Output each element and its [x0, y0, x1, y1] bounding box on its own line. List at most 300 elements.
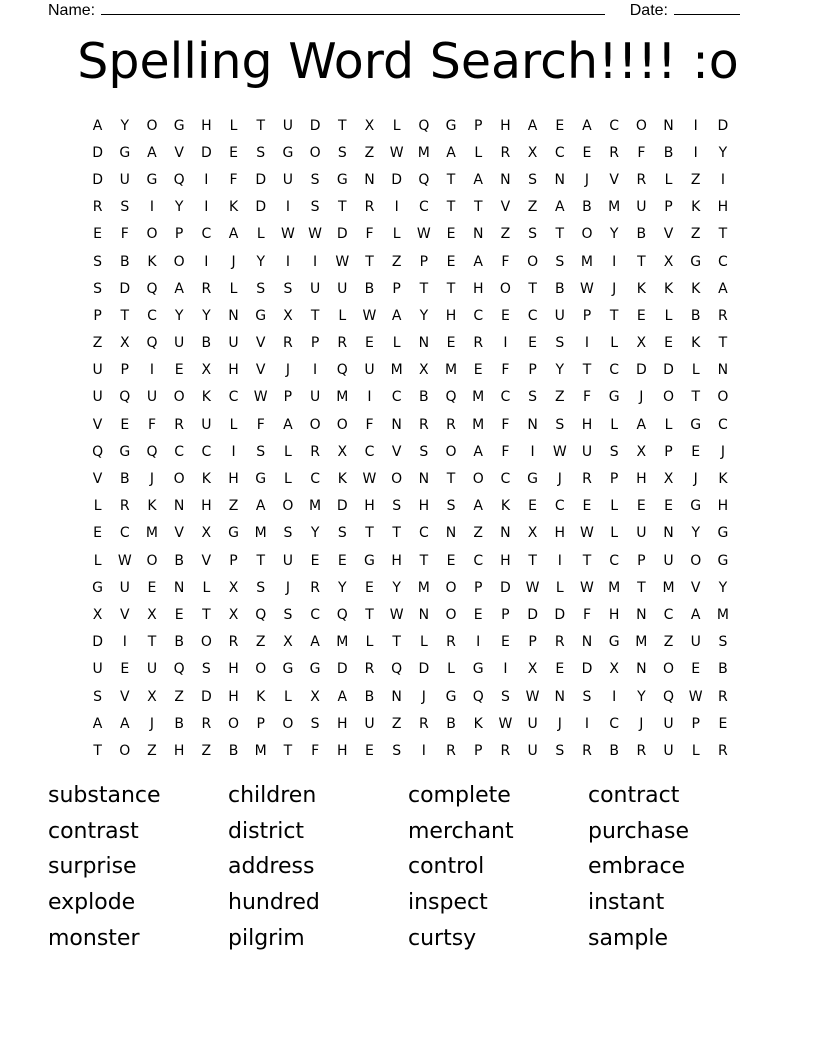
grid-letter: L [93, 498, 102, 515]
grid-letter: Y [256, 253, 265, 270]
grid-letter: K [473, 715, 483, 732]
grid-letter: J [639, 715, 644, 732]
grid-letter: C [609, 117, 620, 134]
grid-letter: E [93, 226, 103, 243]
grid-letter: P [256, 715, 265, 732]
grid-letter: G [717, 525, 729, 542]
grid-letter: N [173, 579, 185, 596]
grid-letter: A [446, 144, 456, 161]
grid-letter: I [394, 199, 399, 216]
grid-letter: T [637, 253, 646, 270]
grid-letter: M [472, 389, 485, 406]
grid-letter: W [280, 226, 295, 243]
grid-letter: W [525, 688, 540, 705]
grid-letter: M [662, 579, 675, 596]
grid-letter: R [446, 416, 456, 433]
grid-letter: P [582, 307, 592, 324]
grid-letter: X [419, 362, 429, 379]
grid-letter: T [283, 742, 293, 759]
grid-letter: M [716, 606, 729, 623]
grid-letter: I [149, 362, 155, 379]
grid-letter: O [282, 715, 294, 732]
grid-letter: L [256, 226, 265, 243]
grid-letter: X [201, 525, 212, 542]
grid-letter: P [637, 552, 646, 569]
grid-letter: C [147, 307, 157, 324]
grid-letter: I [693, 144, 698, 161]
grid-letter: X [337, 443, 348, 460]
grid-letter: L [610, 335, 619, 352]
grid-letter: D [418, 661, 430, 678]
grid-letter: O [663, 661, 675, 678]
grid-letter: P [229, 552, 238, 569]
grid-letter: H [364, 498, 375, 515]
grid-letter: Z [255, 634, 266, 651]
grid-letter: O [717, 389, 729, 406]
grid-letter: E [93, 525, 103, 542]
grid-letter: E [555, 117, 565, 134]
grid-letter: T [446, 471, 456, 488]
grid-letter: B [364, 280, 375, 297]
grid-letter: R [310, 579, 320, 596]
grid-letter: T [120, 307, 130, 324]
grid-letter: P [473, 579, 483, 596]
grid-letter: Q [92, 443, 104, 460]
grid-letter: C [718, 416, 728, 433]
date-blank-line[interactable] [674, 0, 740, 15]
grid-letter: H [228, 471, 239, 488]
grid-letter: Y [392, 579, 401, 596]
grid-letter: P [528, 634, 537, 651]
grid-letter: V [119, 606, 130, 623]
grid-letter: M [309, 498, 322, 515]
grid-letter: D [200, 688, 212, 705]
grid-letter: G [690, 253, 702, 270]
word-list-item: sample [588, 925, 668, 951]
word-list-item: curtsy [408, 925, 477, 951]
grid-letter: S [93, 253, 103, 270]
grid-letter: D [663, 362, 674, 379]
name-field [48, 0, 605, 20]
grid-letter: E [691, 661, 701, 678]
grid-letter: P [473, 742, 483, 759]
grid-letter: A [255, 498, 266, 515]
grid-letter: S [93, 280, 103, 297]
grid-letter: K [147, 498, 157, 515]
word-list-item: explode [48, 890, 136, 916]
grid-letter: O [146, 552, 158, 569]
grid-letter: J [231, 253, 236, 270]
grid-letter: B [174, 715, 184, 732]
grid-letter: R [418, 416, 429, 433]
grid-letter: O [581, 226, 593, 243]
grid-letter: T [718, 226, 728, 243]
grid-letter: D [391, 171, 403, 188]
grid-letter: K [691, 199, 701, 216]
grid-letter: Z [228, 498, 239, 515]
grid-letter: O [173, 253, 185, 270]
grid-letter: B [228, 742, 239, 759]
grid-letter: P [93, 307, 102, 324]
grid-letter: X [119, 335, 130, 352]
grid-letter: Y [637, 688, 646, 705]
grid-letter: C [418, 525, 429, 542]
grid-letter: I [285, 199, 290, 216]
grid-letter: V [92, 416, 103, 433]
grid-letter: L [365, 634, 374, 651]
grid-letter: F [229, 171, 238, 188]
grid-letter: N [554, 171, 566, 188]
grid-letter: Y [338, 579, 347, 596]
grid-letter: S [310, 199, 320, 216]
grid-letter: R [446, 634, 456, 651]
grid-letter: P [120, 362, 129, 379]
grid-letter: G [690, 416, 702, 433]
grid-letter: O [635, 117, 647, 134]
word-list-item: hundred [228, 890, 320, 916]
name-blank-line[interactable] [101, 0, 605, 15]
grid-letter: S [310, 171, 320, 188]
grid-letter: E [120, 416, 130, 433]
grid-letter: E [446, 552, 456, 569]
grid-letter: B [174, 552, 184, 569]
grid-letter: R [473, 335, 484, 352]
grid-letter: T [528, 552, 537, 569]
grid-letter: W [580, 579, 594, 596]
grid-letter: L [392, 335, 401, 352]
grid-letter: H [201, 498, 212, 515]
grid-letter: E [229, 144, 238, 161]
grid-letter: O [173, 471, 185, 488]
grid-letter: V [255, 362, 266, 379]
grid-letter: G [445, 688, 457, 705]
grid-letter: F [501, 416, 510, 433]
grid-letter: P [609, 471, 619, 488]
grid-letter: S [528, 226, 538, 243]
grid-letter: X [364, 117, 375, 134]
grid-letter: U [146, 389, 158, 406]
grid-letter: I [503, 335, 508, 352]
grid-letter: E [718, 715, 728, 732]
grid-letter: F [501, 253, 510, 270]
grid-letter: W [335, 253, 350, 270]
grid-letter: X [283, 634, 293, 651]
grid-letter: D [336, 226, 348, 243]
grid-letter: C [609, 715, 620, 732]
grid-letter: K [636, 280, 646, 297]
grid-letter: I [231, 443, 236, 460]
grid-letter: U [527, 715, 538, 732]
grid-letter: A [718, 280, 728, 297]
grid-letter: B [201, 335, 212, 352]
grid-letter: T [147, 634, 157, 651]
grid-letter: W [362, 471, 377, 488]
grid-letter: Q [146, 280, 158, 297]
date-label: Date: [629, 2, 668, 19]
grid-letter: C [228, 389, 239, 406]
grid-letter: O [200, 634, 212, 651]
grid-letter: U [119, 579, 130, 596]
grid-letter: V [391, 443, 402, 460]
grid-letter: J [149, 715, 155, 732]
grid-letter: W [688, 688, 703, 705]
grid-letter: P [691, 715, 700, 732]
grid-letter: D [500, 579, 511, 596]
grid-letter: G [119, 144, 131, 161]
grid-letter: H [500, 117, 511, 134]
grid-letter: O [690, 552, 702, 569]
grid-letter: S [256, 579, 266, 596]
grid-letter: H [717, 199, 729, 216]
grid-letter: Q [663, 688, 675, 705]
word-list-item: surprise [48, 854, 137, 880]
grid-letter: Y [609, 226, 619, 243]
grid-letter: C [473, 307, 484, 324]
grid-letter: E [636, 307, 646, 324]
grid-letter: M [444, 362, 458, 379]
grid-letter: N [228, 307, 239, 324]
grid-letter: C [473, 552, 484, 569]
grid-letter: Y [718, 579, 728, 596]
grid-letter: W [552, 443, 567, 460]
grid-letter: O [472, 471, 484, 488]
grid-letter: N [391, 688, 402, 705]
grid-letter: H [554, 525, 566, 542]
grid-letter: K [147, 253, 157, 270]
grid-letter: Z [391, 715, 402, 732]
grid-letter: R [364, 661, 375, 678]
grid-letter: G [527, 471, 539, 488]
grid-letter: A [473, 253, 483, 270]
grid-letter: S [555, 253, 565, 270]
grid-letter: R [174, 416, 185, 433]
grid-letter: X [228, 579, 239, 596]
worksheet-header [48, 0, 740, 22]
grid-letter: S [337, 144, 347, 161]
grid-letter: T [609, 307, 619, 324]
grid-letter: U [636, 525, 647, 542]
grid-letter: T [338, 117, 347, 134]
grid-letter: C [609, 362, 620, 379]
word-list-item: embrace [588, 854, 686, 880]
grid-letter: N [418, 606, 430, 623]
grid-letter: D [119, 280, 131, 297]
grid-letter: R [119, 498, 130, 515]
grid-letter: A [473, 171, 483, 188]
grid-letter: E [446, 335, 456, 352]
grid-letter: T [310, 307, 320, 324]
grid-letter: D [309, 117, 321, 134]
grid-letter: R [609, 144, 620, 161]
grid-letter: T [419, 280, 429, 297]
grid-letter: T [637, 579, 646, 596]
grid-letter: R [446, 742, 456, 759]
grid-letter: O [282, 498, 294, 515]
grid-letter: F [147, 416, 156, 433]
grid-letter: U [309, 280, 321, 297]
word-list-item: children [228, 783, 317, 809]
grid-letter: X [283, 307, 293, 324]
grid-letter: D [92, 634, 103, 651]
grid-letter: J [639, 389, 644, 406]
grid-letter: N [636, 606, 647, 623]
grid-letter: O [527, 253, 539, 270]
word-list-item: inspect [408, 890, 488, 916]
grid-letter: Z [500, 226, 511, 243]
grid-letter: G [309, 661, 321, 678]
grid-letter: H [337, 715, 348, 732]
grid-letter: D [635, 362, 647, 379]
word-list-item: control [408, 854, 485, 880]
grid-letter: H [717, 498, 729, 515]
grid-letter: R [500, 742, 511, 759]
grid-letter: R [201, 715, 212, 732]
grid-letter: J [584, 171, 590, 188]
grid-letter: Q [146, 443, 158, 460]
grid-letter: Q [119, 389, 131, 406]
grid-letter: O [119, 742, 131, 759]
grid-letter: T [365, 525, 374, 542]
grid-letter: A [92, 117, 103, 134]
grid-letter: U [228, 335, 239, 352]
grid-letter: Q [418, 171, 430, 188]
grid-letter: N [663, 117, 674, 134]
grid-letter: K [691, 335, 701, 352]
grid-letter: J [285, 362, 290, 379]
grid-letter: H [472, 280, 484, 297]
grid-letter: R [228, 634, 239, 651]
grid-letter: X [636, 335, 647, 352]
grid-letter: G [690, 498, 702, 515]
grid-letter: G [608, 389, 620, 406]
grid-letter: N [173, 498, 185, 515]
grid-letter: E [120, 661, 130, 678]
grid-letter: P [664, 199, 673, 216]
grid-letter: O [336, 416, 348, 433]
grid-letter: B [119, 253, 130, 270]
grid-letter: N [500, 525, 511, 542]
grid-letter: L [610, 498, 619, 515]
grid-letter: E [555, 661, 565, 678]
grid-letter: I [693, 117, 698, 134]
grid-letter: A [554, 199, 565, 216]
grid-letter: O [255, 661, 267, 678]
grid-letter: Q [418, 117, 430, 134]
grid-letter: L [610, 525, 619, 542]
grid-letter: H [391, 552, 402, 569]
grid-letter: M [472, 416, 485, 433]
word-list-item: substance [48, 783, 161, 809]
grid-letter: J [557, 471, 562, 488]
grid-letter: B [364, 688, 375, 705]
grid-letter: W [389, 144, 404, 161]
grid-letter: E [582, 498, 592, 515]
grid-letter: T [93, 742, 102, 759]
grid-letter: X [92, 606, 103, 623]
grid-letter: T [419, 552, 429, 569]
grid-letter: L [664, 171, 673, 188]
grid-letter: B [554, 280, 565, 297]
grid-letter: K [256, 688, 266, 705]
grid-letter: K [691, 280, 701, 297]
grid-letter: T [555, 226, 565, 243]
grid-letter: R [554, 634, 565, 651]
grid-letter: U [92, 362, 103, 379]
grid-letter: Z [147, 742, 157, 759]
grid-letter: O [309, 144, 321, 161]
grid-letter: I [204, 253, 209, 270]
grid-letter: Y [310, 525, 320, 542]
grid-letter: L [284, 471, 292, 488]
grid-letter: A [119, 715, 130, 732]
grid-letter: S [392, 498, 402, 515]
grid-letter: Q [472, 688, 484, 705]
grid-letter: T [392, 634, 401, 651]
grid-letter: I [149, 199, 155, 216]
grid-letter: U [663, 715, 674, 732]
word-list-item: merchant [408, 818, 514, 844]
grid-letter: U [282, 552, 294, 569]
grid-letter: A [527, 117, 538, 134]
grid-letter: Y [174, 199, 184, 216]
grid-letter: T [446, 171, 456, 188]
grid-letter: I [367, 389, 372, 406]
grid-letter: C [174, 443, 185, 460]
grid-letter: X [636, 443, 647, 460]
grid-letter: V [663, 226, 674, 243]
page-title: Spelling Word Search!!!! :o [77, 33, 739, 90]
grid-letter: U [364, 715, 375, 732]
grid-letter: Z [690, 171, 701, 188]
grid-letter: J [421, 688, 426, 705]
grid-letter: S [555, 335, 565, 352]
grid-letter: D [92, 171, 103, 188]
grid-letter: W [580, 525, 594, 542]
grid-letter: D [554, 606, 566, 623]
grid-letter: T [446, 199, 456, 216]
grid-letter: E [174, 606, 184, 623]
grid-letter: X [527, 144, 538, 161]
grid-letter: Z [527, 199, 538, 216]
grid-letter: T [365, 253, 374, 270]
grid-letter: E [446, 226, 456, 243]
grid-letter: L [202, 579, 211, 596]
grid-letter: C [310, 471, 320, 488]
grid-letter: W [580, 280, 594, 297]
grid-letter: M [417, 579, 430, 596]
grid-letter: U [663, 742, 674, 759]
grid-letter: D [336, 661, 348, 678]
grid-letter: W [308, 226, 323, 243]
grid-letter: S [256, 280, 266, 297]
grid-letter: U [282, 117, 294, 134]
grid-letter: O [445, 443, 457, 460]
grid-letter: B [690, 307, 701, 324]
grid-letter: R [582, 471, 592, 488]
grid-letter: L [392, 226, 401, 243]
grid-letter: S [555, 416, 565, 433]
grid-letter: T [256, 552, 265, 569]
grid-letter: R [201, 280, 212, 297]
grid-letter: V [500, 199, 511, 216]
grid-letter: U [337, 280, 348, 297]
grid-letter: L [447, 661, 455, 678]
grid-letter: R [500, 144, 511, 161]
grid-letter: K [663, 280, 674, 297]
grid-letter: Q [146, 335, 158, 352]
grid-letter: P [174, 226, 184, 243]
grid-letter: S [283, 606, 293, 623]
